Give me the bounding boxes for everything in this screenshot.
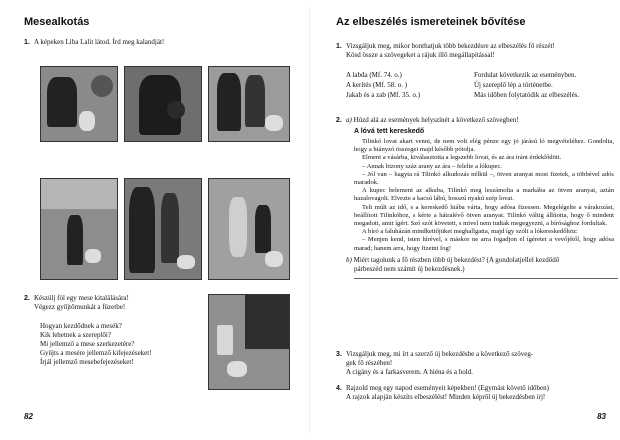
left-task-2 (24, 294, 174, 312)
question-item: Mi jellemző a mese szerkezetére? (40, 340, 135, 348)
text-title: A kerítés (Mf. 58. o. ) (346, 81, 408, 89)
task-line: Kösd össze a szövegeket a rájuk illő megállapítással! (346, 51, 495, 59)
photo-2 (124, 66, 202, 142)
story-paragraph: – Menjen kend, isten hírével, s máskor ne arra fogadjon el ígéretet a vevőjétől, hogy adósa marad; hanem arra, hogy fizetni fog! (354, 236, 614, 252)
matching-row (346, 90, 614, 100)
task-number: 1. (336, 43, 342, 50)
photo-3 (208, 66, 290, 142)
task-line: párbeszéd nem számít új bekezdésnek.) (354, 264, 465, 273)
sub-text: Húzd alá az események helyszínét a következő szövegben! (353, 116, 519, 124)
task-line: Végezz gyűjtőmunkát a füzetbe! (34, 303, 126, 311)
story-text (336, 138, 618, 253)
statement: Más időben folytatódik az elbeszélés. (474, 91, 580, 99)
story-title: A lóvá tett kereskedő (354, 128, 425, 135)
answer-line[interactable] (354, 278, 618, 279)
photo-6 (208, 178, 290, 280)
left-task-1 (24, 38, 294, 47)
story-paragraph: A bíró a faluházán mindkettőjüket meghallgatta, majd így szólt a lókereskedőhöz: (362, 228, 578, 236)
right-task-2 (336, 116, 618, 279)
story-paragraph: – Jól van – hagyta rá Tilinkó alkudozás nélkül –, ötven aranyat most fizetek, a többével adós maradok. (354, 170, 614, 187)
right-task-3 (336, 350, 618, 377)
task-line (336, 116, 618, 125)
photo-sequence (40, 66, 288, 280)
task-line: Vizsgáljuk meg, mi írt a szerző új bekezdésbe a következő szöveg- (346, 350, 534, 358)
matching-row (346, 70, 614, 80)
left-page-title: Mesealkotás (24, 16, 90, 28)
story-paragraph: Elment a vásárba, kiválasztotta a legszebb lovat, és az ára iránt érdeklődött. (362, 154, 562, 162)
question-item: Hogyan kezdődnek a mesék? (40, 322, 122, 330)
sub-text: Miért tagolunk a fő részben több új bekezdést? (A gondolatjellel kezdődő (353, 255, 560, 264)
photo-1 (40, 66, 118, 142)
task-line: gek fő részében! (346, 359, 393, 367)
task-line: A rajzok alapján készíts elbeszélést! Minden képről új bekezdésben írj! (346, 393, 546, 401)
question-item: Kik lehetnek a szereplői? (40, 331, 111, 339)
right-page-title: Az elbeszélés ismereteinek bővítése (336, 16, 526, 28)
story-paragraph: – Annak bizony száz arany az ára – felelte a lókupec. (362, 162, 503, 170)
question-item: Gyűjts a mesére jellemző kifejezéseket! (40, 349, 152, 357)
page-number-left: 82 (24, 412, 33, 421)
task-number: 2. (336, 117, 342, 124)
task-number: 2. (24, 295, 30, 302)
right-task-1 (336, 42, 616, 60)
task-number: 3. (336, 351, 342, 358)
question-list (40, 322, 152, 367)
photo-7 (208, 294, 290, 390)
sub-label: b) (346, 255, 352, 264)
task-line (336, 256, 618, 265)
task-line: Készülj föl egy mese kitalálására! (34, 294, 129, 302)
right-page (318, 0, 620, 440)
matching-pairs (346, 70, 614, 100)
task-line: A cigány és a farkasverem. A hiéna és a hold. (346, 368, 473, 376)
task-number: 1. (24, 39, 30, 46)
photo-5 (124, 178, 202, 280)
statement: Új szereplő lép a történetbe. (474, 81, 553, 89)
page-gutter (309, 6, 310, 434)
question-item: Írjál jellemző mesebefejezéseket! (40, 358, 134, 366)
statement: Fordulat következik az eseményben. (474, 71, 577, 79)
text-title: A labda (Mf. 74. o.) (346, 71, 402, 79)
task-line: Vizsgáljuk meg, mikor bonthatjuk több bekezdésre az elbeszélés fő részét! (346, 42, 555, 50)
right-task-4 (336, 384, 618, 402)
story-paragraph: Telt múlt az idő, s a kereskedő hiába várta, hogy adósa fizessen. Megelégelte a várakozást, beállított Tilinkóhoz, s kérte a hátralévő ötven aranyat. Tilinkó váltig állította, hogy ő mindent megadott, amit ígért. Szó szót követett, s mivel nem tudtak megegyezni, a bírósághoz fordultak. (354, 203, 614, 228)
story-paragraph: A kupec belement az alkuba, Tilinkó meg leszámolta a markába az ötven aranyat, aztán hazalovagolt. Elvezte a kacsú lábú, hosszú nyakú szép lovat. (354, 187, 614, 203)
matching-row (346, 80, 614, 90)
sub-label: a) (346, 116, 352, 124)
task-line: Rajzold meg egy napod eseményeit képekben! (Egymást követő időben) (346, 384, 549, 392)
story-paragraph: Tilinkó lovat akart venni, de nem volt elég pénze egy jó járású ló megvételéhez. Gondolta, hogy a hiányzó összeget majd később pótolja. (354, 138, 614, 154)
task-number: 4. (336, 385, 342, 392)
task-text: A képeken Liba Lalit látod. Írd meg kalandját! (34, 38, 165, 46)
page-number-right: 83 (597, 412, 606, 421)
left-page (0, 0, 300, 440)
text-title: Jakab és a zab (Mf. 35. o.) (346, 91, 421, 99)
photo-4 (40, 178, 118, 280)
